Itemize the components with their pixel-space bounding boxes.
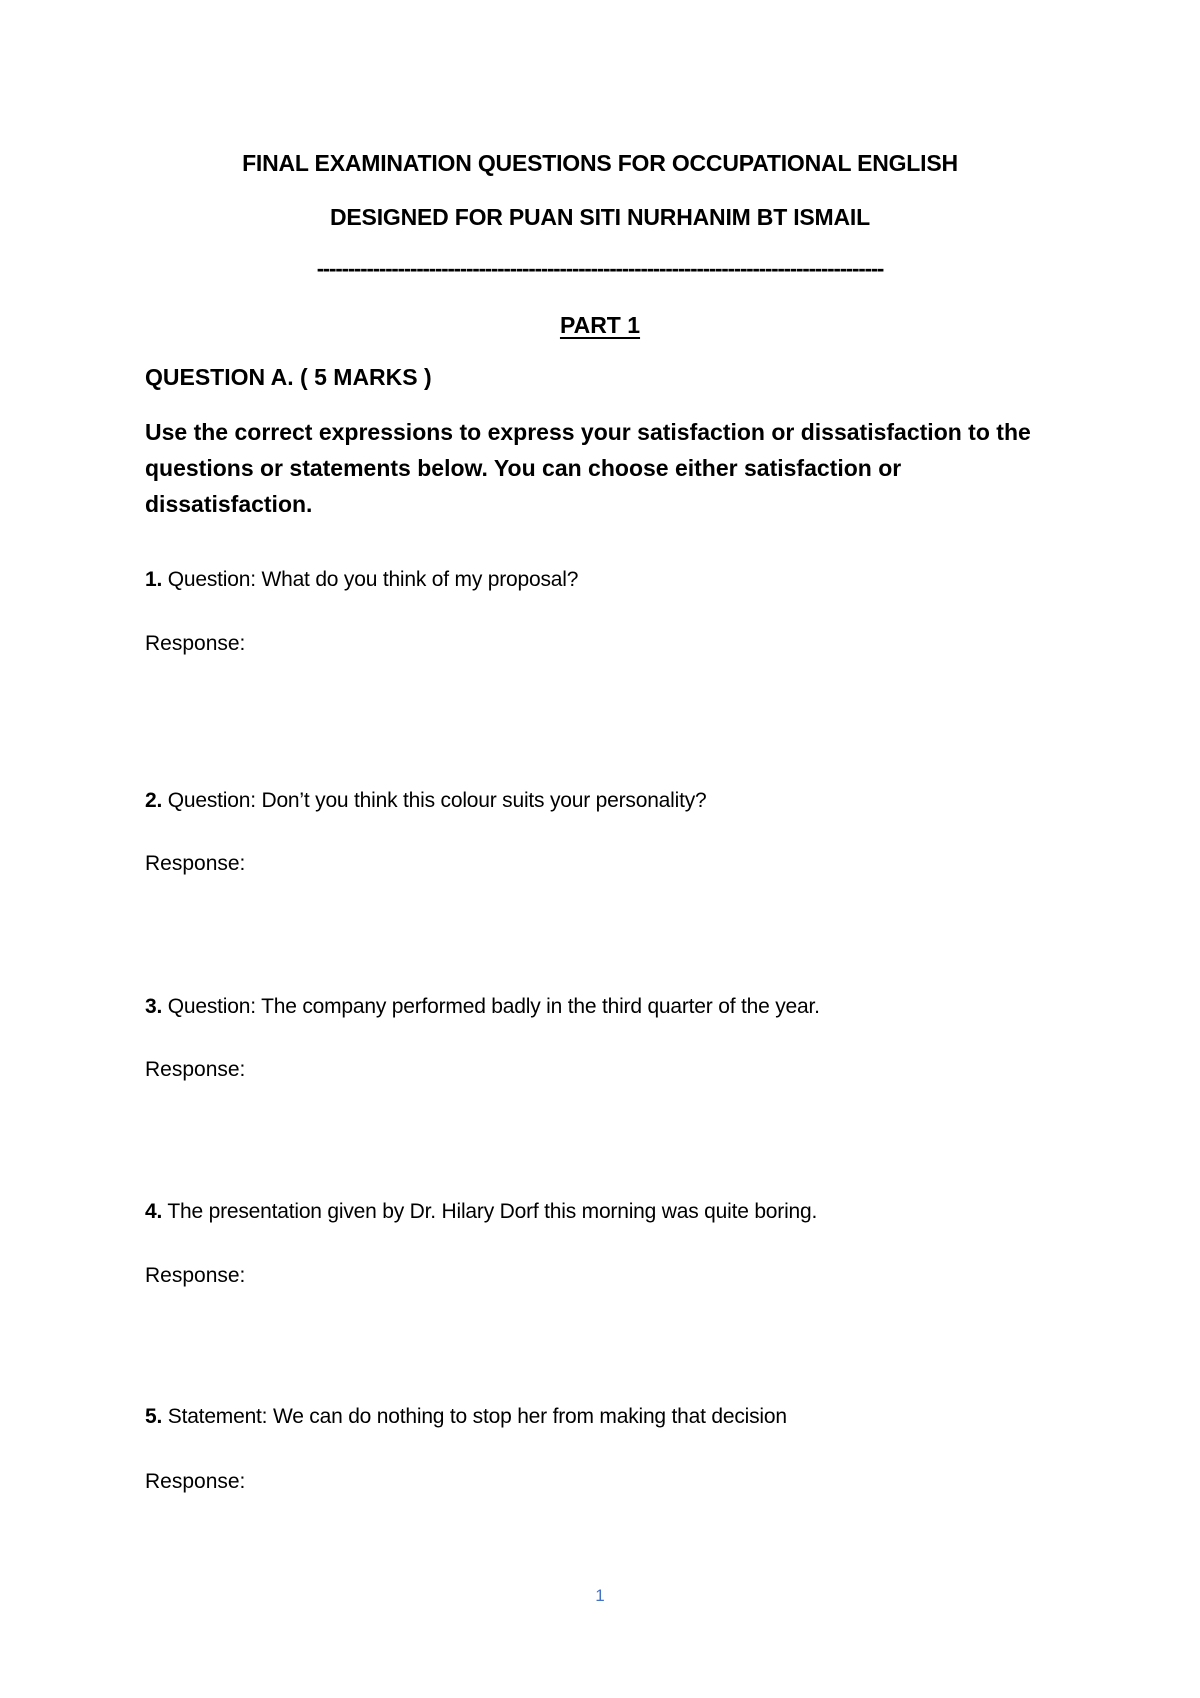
question-item <box>145 1405 1045 1429</box>
question-instruction: Use the correct expressions to express your satisfaction or dissatisfaction to the questions or statements below. You can choose either satisfaction or dissatisfaction. <box>145 419 1031 517</box>
response-label: Response: <box>145 1058 246 1081</box>
part-heading: PART 1 <box>559 312 641 338</box>
exam-title: FINAL EXAMINATION QUESTIONS FOR OCCUPATIONAL ENGLISH <box>242 150 958 176</box>
item-number: 5. <box>145 1405 163 1428</box>
question-item <box>145 995 1045 1019</box>
item-number: 4. <box>145 1200 163 1223</box>
response-label: Response: <box>145 852 246 875</box>
item-text: Question: The company performed badly in the third quarter of the year. <box>162 995 820 1018</box>
item-text: Question: Don’t you think this colour suits your personality? <box>162 789 707 812</box>
response-label: Response: <box>145 1470 246 1493</box>
divider-rule: ------------------------------------------------------------------------------------------- <box>316 256 884 281</box>
item-number: 3. <box>145 995 163 1018</box>
response-label: Response: <box>145 632 246 655</box>
question-item <box>145 568 1045 592</box>
item-text: Question: What do you think of my proposal? <box>162 568 579 591</box>
question-heading: QUESTION A. ( 5 MARKS ) <box>145 364 432 390</box>
question-item <box>145 1200 1045 1224</box>
item-number: 2. <box>145 789 163 812</box>
page-number: 1 <box>595 1586 605 1605</box>
item-number: 1. <box>145 568 163 591</box>
exam-subtitle: DESIGNED FOR PUAN SITI NURHANIM BT ISMAIL <box>330 204 870 230</box>
response-label: Response: <box>145 1264 246 1287</box>
item-text: The presentation given by Dr. Hilary Dorf this morning was quite boring. <box>162 1200 818 1223</box>
question-item <box>145 789 1045 813</box>
item-text: Statement: We can do nothing to stop her from making that decision <box>162 1405 787 1428</box>
